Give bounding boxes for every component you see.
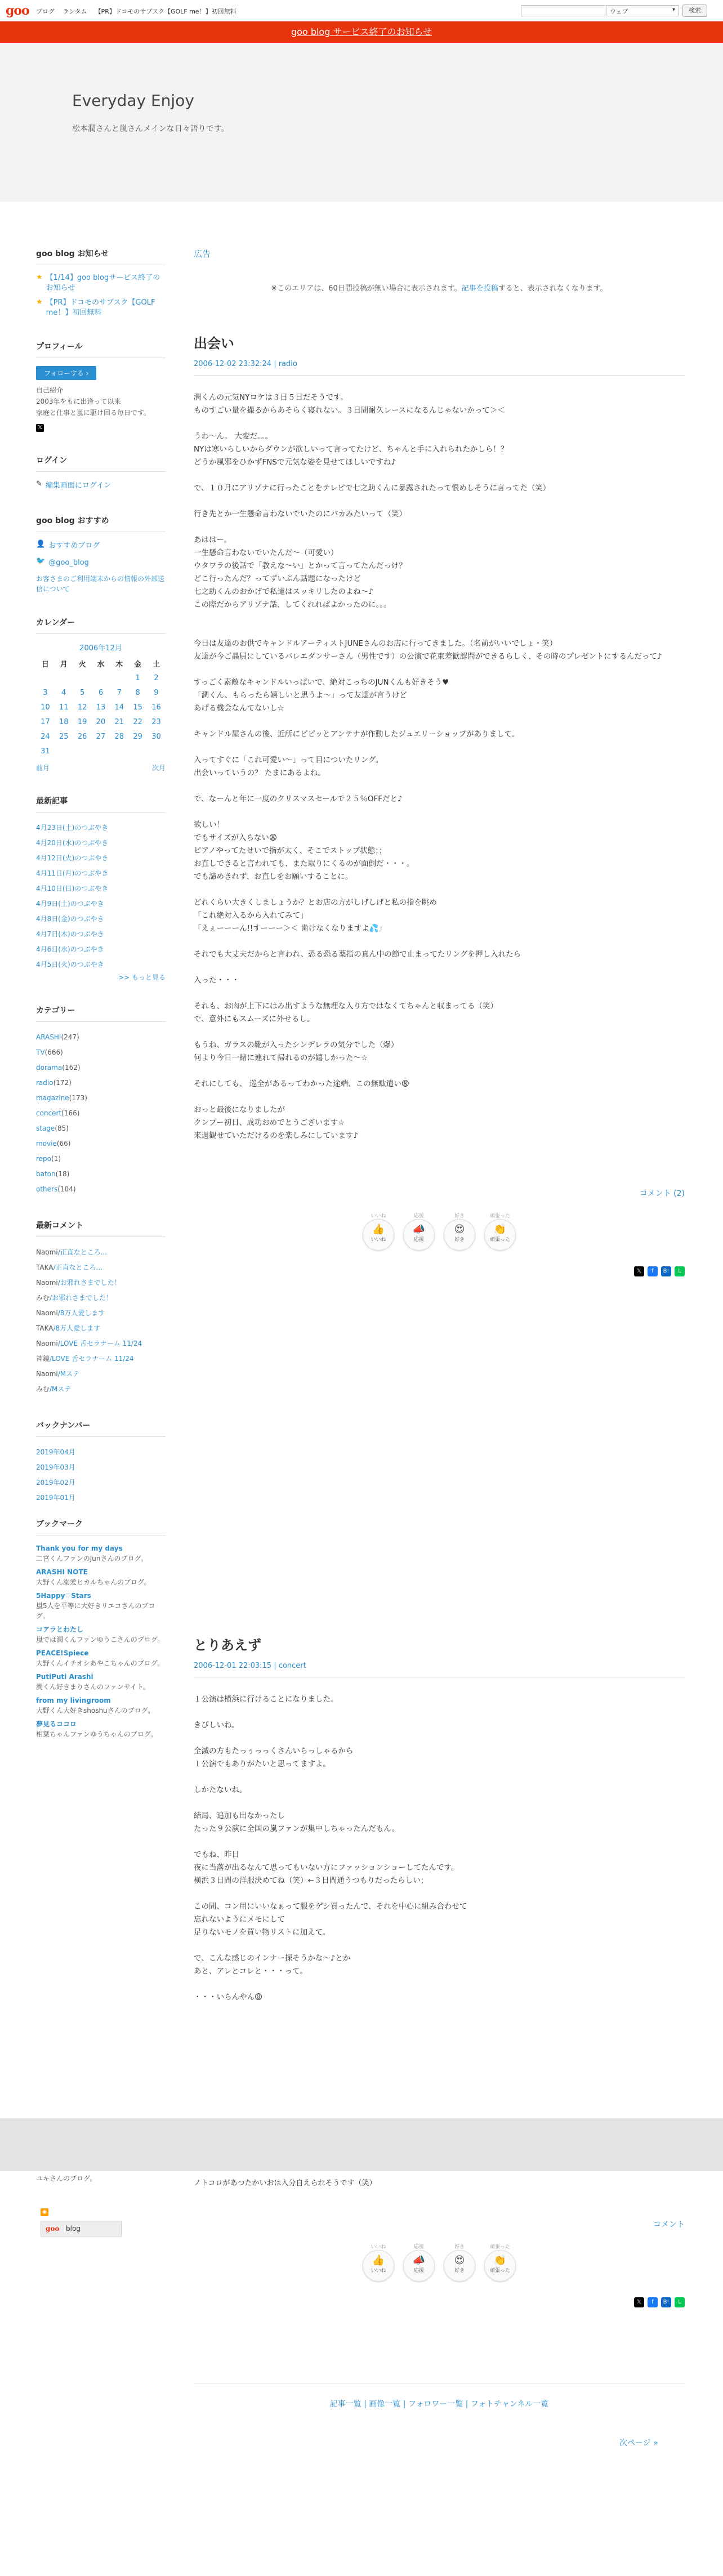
post-date[interactable]: 2006-12-01 22:03:15: [194, 1662, 272, 1670]
post-paragraph: あははー。 一生懸命言わないでいたんだ～（可愛い） ウタワラの後話で「教えな～い」とかって言ってたんだっけ？ どこ行ったんだ？ってずいぶん話題になったけど 七之助くんのおかげで私達はスッキリしたのよね～♪ この際だからアリゾナ話、してくれればよかったのに。。。: [194, 535, 407, 609]
bookmark-desc: 相葉ちゃんファンゆうちゃんのブログ。: [36, 1730, 158, 1738]
calendar-cell[interactable]: 19: [77, 717, 87, 726]
calendar-cell[interactable]: 10: [41, 703, 50, 712]
post-article-link[interactable]: 記事を投稿: [461, 284, 498, 293]
goo-logo[interactable]: goo: [6, 3, 29, 18]
calendar-day-header: 日: [41, 660, 49, 669]
x-share-icon[interactable]: 𝕏: [634, 1266, 644, 1276]
hatena-share-icon[interactable]: B!: [661, 1266, 671, 1276]
service-notice-link[interactable]: goo blog サービス終了のお知らせ: [291, 26, 432, 37]
post-meta: 2006-12-01 22:03:15 | concert: [194, 1662, 685, 1677]
calendar-cell[interactable]: 12: [77, 703, 87, 712]
blog-description: 松本潤さんと嵐さんメインな日々語りです。: [72, 124, 229, 133]
calendar-cell[interactable]: 6: [98, 688, 104, 697]
recommend-blog-link[interactable]: おすすめブログ: [48, 542, 100, 550]
bookmark-link[interactable]: PEACE!Spiece: [36, 1649, 89, 1657]
recent-post-link[interactable]: 4月12日(火)のつぶやき: [36, 854, 109, 862]
reaction-love-button[interactable]: 好き 😍 好き: [444, 1219, 475, 1251]
calendar-cell[interactable]: 27: [96, 732, 106, 741]
calendar-cell[interactable]: 7: [117, 688, 122, 697]
profile-text: 自己紹介 2003年をもに出逢って以来 家庭と仕事と嵐に駆け回る毎日です。: [36, 386, 151, 417]
calendar-prev-link[interactable]: 前月: [36, 764, 50, 772]
calendar-day-header: 火: [78, 660, 86, 669]
reaction-love-button[interactable]: 好き 😍 好き: [444, 2250, 475, 2282]
ad-notice: ※このエリアは、60日間投稿が無い場合に表示されます。記事を投稿すると、表示されなくなります。: [271, 284, 608, 293]
login-heading: ログイン: [36, 454, 166, 472]
recent-comment[interactable]: みむ/Mステ: [36, 1385, 72, 1393]
category-item[interactable]: stage(85): [36, 1124, 69, 1132]
post-paragraph: おっと最後になりましたが クンプー初日、成功おめでとうございます☆ 来週観せていただけるのを楽しみにしています♪: [194, 1105, 359, 1140]
calendar-cell[interactable]: 30: [151, 732, 161, 741]
recent-comment[interactable]: Naomi/お邪れさまでした！: [36, 1279, 121, 1287]
profile-heading: プロフィール: [36, 341, 166, 358]
bookmark-desc: 大野くん大好きshoshuさんのブログ。: [36, 1707, 155, 1715]
reaction-clap-button[interactable]: 頑張った 👏 頑張った: [484, 1219, 516, 1251]
reaction-cheer-button[interactable]: 応援 📣 応援: [403, 1219, 435, 1251]
blog-title[interactable]: Everyday Enjoy: [72, 91, 194, 110]
ad-label: 広告: [194, 249, 211, 259]
calendar-cell[interactable]: 21: [114, 717, 124, 726]
calendar-cell: [92, 744, 110, 758]
recent-post-link[interactable]: 4月6日(水)のつぶやき: [36, 945, 104, 953]
backnumber-link[interactable]: 2019年03月: [36, 1463, 75, 1471]
category-item[interactable]: magazine(173): [36, 1094, 87, 1102]
category-item[interactable]: baton(18): [36, 1170, 70, 1178]
comment-link[interactable]: コメント: [653, 2220, 685, 2229]
calendar-day-header: 水: [97, 660, 105, 669]
top-nav-pr[interactable]: 【PR】ドコモのサブスク【GOLF me！】初回無料: [95, 8, 236, 15]
bookmark-heading: ブックマーク: [36, 1518, 166, 1535]
recent-post-link[interactable]: 4月20日(水)のつぶやき: [36, 839, 109, 847]
post-paragraph: 入った・・・: [194, 976, 239, 985]
post-paragraph: でもね、昨日 夜に当落が出るなんて思ってもいない方にファッションショーしてたんです。 横浜３日間の洋服決めてね（笑）←３日間通うつもりだったらしい；: [194, 1850, 459, 1885]
calendar-cell: [73, 744, 92, 758]
recent-post-link[interactable]: 4月10日(日)のつぶやき: [36, 885, 109, 892]
post-title[interactable]: とりあえず: [194, 1637, 261, 1653]
login-link[interactable]: 編集画面にログイン: [45, 481, 111, 490]
post-paragraph: １公演は横浜に行けることになりました。: [194, 1695, 338, 1704]
post-paragraph: ・・・いらんやん😩: [194, 1993, 263, 2002]
post-paragraph: 潤くんの元気NYロケは３日５日だそうです。 ものすごい量を撮るからあそらく寝れない。３日間耐久レースになるんじゃないかって＞＜: [194, 393, 505, 415]
post-paragraph: キャンドル屋さんの後、近所にピピッとアンテナが作動したジュエリーショップがありまして。: [194, 730, 520, 739]
search-scope-select[interactable]: ウェブ ▾: [606, 5, 679, 16]
calendar-cell[interactable]: 26: [77, 732, 87, 741]
post-paragraph: で、１０月にアリゾナに行ったことをテレビで七之助くんに暴露されたって恨めしそうに言ってた（笑）: [194, 484, 551, 493]
calendar-cell[interactable]: 8: [135, 688, 140, 697]
post-paragraph: 全滅の方もたっぅっっくさんいらっしゃるから １公演でもありがたいと思ってますよ。: [194, 1747, 354, 1769]
calendar-cell[interactable]: 23: [151, 717, 161, 726]
recent-comments-section: [36, 1220, 166, 1397]
backnumber-heading: バックナンバー: [36, 1419, 166, 1437]
news-item-2[interactable]: 【PR】ドコモのサブスク【GOLF me！】初回無料: [46, 298, 155, 317]
top-nav: [36, 7, 236, 16]
reaction-like-button[interactable]: いいね 👍 いいね: [363, 1219, 394, 1251]
top-nav-random[interactable]: ランタム: [63, 8, 87, 15]
category-item[interactable]: others(104): [36, 1185, 76, 1193]
share-bar: [194, 1266, 685, 1276]
calendar-cell: [36, 671, 55, 685]
twitter-icon: 🐦: [36, 557, 46, 565]
calendar-cell[interactable]: 31: [41, 747, 50, 756]
sidebar: [36, 248, 166, 1762]
comment-link[interactable]: コメント (2): [639, 1189, 685, 1198]
news-section: [36, 248, 166, 318]
post-body: [194, 391, 685, 1142]
calendar-table: [36, 656, 166, 758]
category-item[interactable]: dorama(162): [36, 1064, 81, 1072]
category-item[interactable]: radio(172): [36, 1079, 72, 1087]
calendar-next-link[interactable]: 次月: [151, 764, 166, 772]
bookmark-desc: 二宮くんファンのJunさんのブログ。: [36, 1555, 148, 1562]
x-share-icon[interactable]: 𝕏: [36, 424, 44, 432]
calendar-cell[interactable]: 16: [151, 703, 161, 712]
calendar-cell: [92, 671, 110, 685]
post: [194, 332, 685, 1276]
bookmark-link[interactable]: Thank you for my days: [36, 1544, 123, 1552]
top-nav-blog[interactable]: ブログ: [36, 8, 55, 15]
line-share-icon[interactable]: L: [675, 2297, 685, 2307]
post: [194, 1634, 685, 2017]
recent-heading: 最新記事: [36, 795, 166, 812]
recent-comment[interactable]: TAKA/8万人愛します: [36, 1324, 101, 1332]
bookmark-link[interactable]: 5Happy♡Stars: [36, 1592, 91, 1600]
post-date[interactable]: 2006-12-02 23:32:24: [194, 360, 272, 368]
post-paragraph: しかたないね。: [194, 1785, 247, 1794]
category-item[interactable]: repo(1): [36, 1155, 61, 1163]
post-meta: 2006-12-02 23:32:24 | radio: [194, 360, 685, 376]
main-column: [194, 248, 685, 1276]
calendar-cell[interactable]: 24: [41, 732, 50, 741]
hatena-share-icon[interactable]: B!: [661, 2297, 671, 2307]
calendar-cell[interactable]: 28: [114, 732, 124, 741]
calendar-cell: [110, 744, 128, 758]
backnumber-link[interactable]: 2019年04月: [36, 1448, 75, 1456]
bookmark-link[interactable]: 夢見るココロ: [36, 1720, 77, 1728]
calendar-day-header: 金: [134, 660, 142, 669]
external-transmission-link[interactable]: お客さまのご利用端末からの情報の外部送信について: [36, 575, 165, 593]
backnumber-section: [36, 1419, 166, 1502]
reaction-cheer-button[interactable]: 応援 📣 応援: [403, 2250, 435, 2282]
x-share-icon[interactable]: 𝕏: [634, 2297, 644, 2307]
goo-blog-twitter-link[interactable]: @goo_blog: [48, 559, 89, 567]
calendar-heading: カレンダー: [36, 617, 166, 634]
post-paragraph: 今日は友達のお供でキャンドルアーティストJUNEさんのお店に行ってきました。（名前がいいでしょ・笑） 友達が今ご贔屓にしているバレエダンサーさん（男性です）の公演で花束差歓認問ができるらしく、その時のプレゼントにするんだって♪: [194, 639, 662, 661]
bookmark-section: [36, 1518, 166, 1739]
backnumber-link[interactable]: 2019年02月: [36, 1479, 75, 1486]
bookmark-desc: 嵐5人を平等に大好きリエコさんのブログ。: [36, 1602, 155, 1620]
recent-post-link[interactable]: 4月9日(土)のつぶやき: [36, 900, 104, 908]
post-paragraph: それでも大丈夫だからと言われ、恐る恐る薬指の真ん中の節で止まってたリングを押し入れたら: [194, 950, 521, 959]
bookmark-desc: 潤くん好きまりさんのファンサイト。: [36, 1683, 150, 1691]
calendar-cell: [73, 671, 92, 685]
goo-blog-badge[interactable]: goo blog: [41, 2221, 122, 2236]
top-bar: [0, 0, 723, 21]
calendar-cell: [128, 744, 147, 758]
bookmark-link[interactable]: from my livingroom: [36, 1697, 111, 1704]
calendar-cell: [55, 671, 73, 685]
post-paragraph: うわ～ん。 大変だ。。。 NYは寒いらしいからダウンが欲しいって言ってたけど、ちゃんと手に入れられたかしら！？ どうか風邪をひかずFNSで元気な姿を見せてほしいですね♪: [194, 432, 508, 467]
reaction-clap-button[interactable]: 頑張った 👏 頑張った: [484, 2250, 516, 2282]
reaction-bar: [194, 1213, 685, 1251]
blog-header: [0, 43, 723, 202]
bookmark-desc: 嵐では潤くんファンゆうこさんのブログ。: [36, 1636, 164, 1644]
login-section: [36, 454, 166, 492]
recent-comment[interactable]: Naomi/LOVE 舌セラナーム 11/24: [36, 1340, 142, 1347]
calendar-cell[interactable]: 1: [135, 673, 140, 682]
calendar-cell[interactable]: 18: [59, 717, 69, 726]
calendar-cell[interactable]: 3: [43, 688, 48, 697]
bookmark-desc: 大野くん溺愛ヒカルちゃんのブログ。: [36, 1578, 151, 1586]
bookmark-desc: 大野くんイチオシあやこちゃんのブログ。: [36, 1659, 164, 1667]
category-item[interactable]: TV(666): [36, 1048, 63, 1056]
post-paragraph: どれくらい大きくしましょうか？とお店の方がしげしげと私の指を眺め 「これ絶対入るから入れてみて」 「えぇーーーん!!すーーー＞＜ 歯けなくなりますよ💦」: [194, 898, 437, 933]
recent-comment[interactable]: Naomi/Mステ: [36, 1370, 79, 1378]
recent-post-link[interactable]: 4月11日(月)のつぶやき: [36, 869, 109, 877]
star-icon: ★: [36, 298, 43, 306]
rss-icon[interactable]: ◉: [41, 2208, 48, 2216]
post-category[interactable]: concert: [278, 1662, 306, 1670]
recent-comment[interactable]: 神鏡/LOVE 舌セラナーム 11/24: [36, 1355, 134, 1363]
person-icon: 👤: [36, 540, 46, 548]
recent-comment[interactable]: Naomi/正直なところ...: [36, 1248, 108, 1256]
post-paragraph: この間、コン用にいいなぁって服をゲシ買ったんで、それを中心に組み合わせて 忘れないようにメモにして 足りないモノを買い物リストに加えて。: [194, 1902, 467, 1937]
post-paragraph: 行き先とか一生懸命言わないでいたのにバカみたいって（笑）: [194, 510, 407, 519]
footer-links[interactable]: 記事一覧 | 画像一覧 | フォロワー一覧 | フォトチャンネル一覧: [194, 2383, 685, 2409]
calendar-cell[interactable]: 4: [61, 688, 66, 697]
post-2-footer: [194, 2218, 685, 2307]
category-item[interactable]: concert(166): [36, 1109, 80, 1117]
facebook-share-icon[interactable]: f: [648, 2297, 658, 2307]
reaction-bar: [194, 2244, 685, 2282]
bookmark-link[interactable]: PutiPuti Arashi: [36, 1673, 93, 1681]
bookmark-link[interactable]: ARASHI NOTE: [36, 1568, 88, 1576]
category-heading: カテゴリー: [36, 1004, 166, 1022]
search-input[interactable]: [521, 5, 605, 16]
recent-more-link[interactable]: >> もっと見る: [118, 974, 166, 981]
service-notice-bar: [0, 21, 723, 43]
next-page-link[interactable]: 次ページ »: [619, 2439, 658, 2448]
calendar-cell[interactable]: 13: [96, 703, 106, 712]
recent-posts-section: [36, 795, 166, 982]
category-item[interactable]: ARASHI(247): [36, 1033, 79, 1041]
post-paragraph: きびしいね。: [194, 1721, 239, 1730]
bookmark-link[interactable]: コアラとわたし: [36, 1626, 84, 1633]
post-paragraph: もうね、ガラスの靴が入ったシンデレラの気分でした（爆） 何より今日一緒に連れて帰れるのが嬉しかった～☆: [194, 1041, 399, 1062]
category-item[interactable]: movie(66): [36, 1140, 71, 1148]
category-section: [36, 1004, 166, 1197]
recent-post-link[interactable]: 4月23日(土)のつぶやき: [36, 824, 109, 832]
profile-section: [36, 341, 166, 432]
post-paragraph: 欲しい！ でもサイズが入らない😩 ピアノやってたせいで指が太く、そこでストップ状態；； お直しできると言われても、また取りにくるのが面倒だ・・・。 でも諦めきれず、お直しをお願いすることに。: [194, 820, 414, 881]
calendar-section: [36, 617, 166, 773]
backnumber-link[interactable]: 2019年01月: [36, 1494, 75, 1502]
bookmark-tail-desc: ユキさんのブログ。: [36, 2175, 97, 2182]
share-bar: [194, 2297, 685, 2307]
star-icon: ★: [36, 273, 43, 282]
calendar-cell[interactable]: 2: [154, 673, 159, 682]
line-share-icon[interactable]: L: [675, 1266, 685, 1276]
calendar-cell[interactable]: 15: [133, 703, 142, 712]
calendar-cell[interactable]: 20: [96, 717, 106, 726]
post-paragraph: すっごく素敵なキャンドルいっぱいで、絶対こっちのJUNくんも好きそう♥ 「潤くん、もらったら嬉しいと思うよ～」って友達が言うけど あげる機会なんてないし☆: [194, 678, 449, 713]
calendar-cell[interactable]: 5: [79, 688, 85, 697]
post-paragraph: で、なーんと年に一度のクリスマスセールで２５％OFFだと♪: [194, 794, 403, 803]
post-category[interactable]: radio: [278, 360, 297, 368]
calendar-cell[interactable]: 29: [133, 732, 142, 741]
calendar-cell[interactable]: 9: [154, 688, 159, 697]
calendar-cell[interactable]: 14: [114, 703, 124, 712]
comments-heading: 最新コメント: [36, 1220, 166, 1237]
news-heading: goo blog お知らせ: [36, 248, 166, 265]
calendar-cell: [55, 744, 73, 758]
calendar-cell: [110, 671, 128, 685]
calendar-cell[interactable]: 17: [41, 717, 50, 726]
post-paragraph: 結局、追加も出なかったし たった９公演に全国の嵐ファンが集中しちゃったんだもん。: [194, 1811, 400, 1833]
search-button[interactable]: 検索: [682, 5, 707, 17]
recent-post-link[interactable]: 4月5日(火)のつぶやき: [36, 961, 104, 968]
post-paragraph: それにしても、 巡全があるってわかった途端、この無駄遣い😩: [194, 1079, 409, 1088]
recommend-section: [36, 515, 166, 594]
news-item-1[interactable]: 【1/14】goo blogサービス終了のお知らせ: [46, 274, 160, 292]
scroll-overlay: [0, 2118, 723, 2171]
calendar-day-header: 月: [60, 660, 68, 669]
recent-post-link[interactable]: 4月7日(木)のつぶやき: [36, 930, 104, 938]
calendar-cell[interactable]: 25: [59, 732, 69, 741]
pencil-icon: ✎: [36, 480, 42, 488]
facebook-share-icon[interactable]: f: [648, 1266, 658, 1276]
recent-comment[interactable]: Naomi/8万人愛します: [36, 1309, 105, 1317]
recent-comment[interactable]: みむ/お邪れさまでした！: [36, 1294, 113, 1302]
recent-post-link[interactable]: 4月8日(金)のつぶやき: [36, 915, 104, 923]
recommend-heading: goo blog おすすめ: [36, 515, 166, 532]
calendar-day-header: 土: [153, 660, 160, 669]
calendar-cell[interactable]: 22: [133, 717, 142, 726]
calendar-title: 2006年12月: [79, 644, 122, 653]
post-paragraph: で、こんな感じのインナー探そうかな～♪とか あと、アレとコレと・・・って。: [194, 1954, 351, 1976]
calendar-day-header: 木: [115, 660, 123, 669]
post-paragraph: 入ってすぐに「これ可愛い～」って目についたリング。 出会いっていうの？ たまにあるよね。: [194, 756, 383, 778]
recent-comment[interactable]: TAKA/正直なところ...: [36, 1264, 102, 1271]
reaction-like-button[interactable]: いいね 👍 いいね: [363, 2250, 394, 2282]
calendar-cell[interactable]: 11: [59, 703, 69, 712]
calendar-cell: [147, 744, 166, 758]
post-tail-text: ノトコロがあつたかいおは入分自えられそうです（笑）: [194, 2179, 377, 2187]
follow-button[interactable]: フォローする ›: [36, 366, 96, 380]
post-body: [194, 1693, 685, 2004]
post-paragraph: それも、お肉が上下にはみ出すような無理な入り方ではなくてちゃんと収まってる（笑） で、意外にもスムーズに外せるし。: [194, 1002, 498, 1024]
post-title[interactable]: 出会い: [194, 336, 234, 351]
